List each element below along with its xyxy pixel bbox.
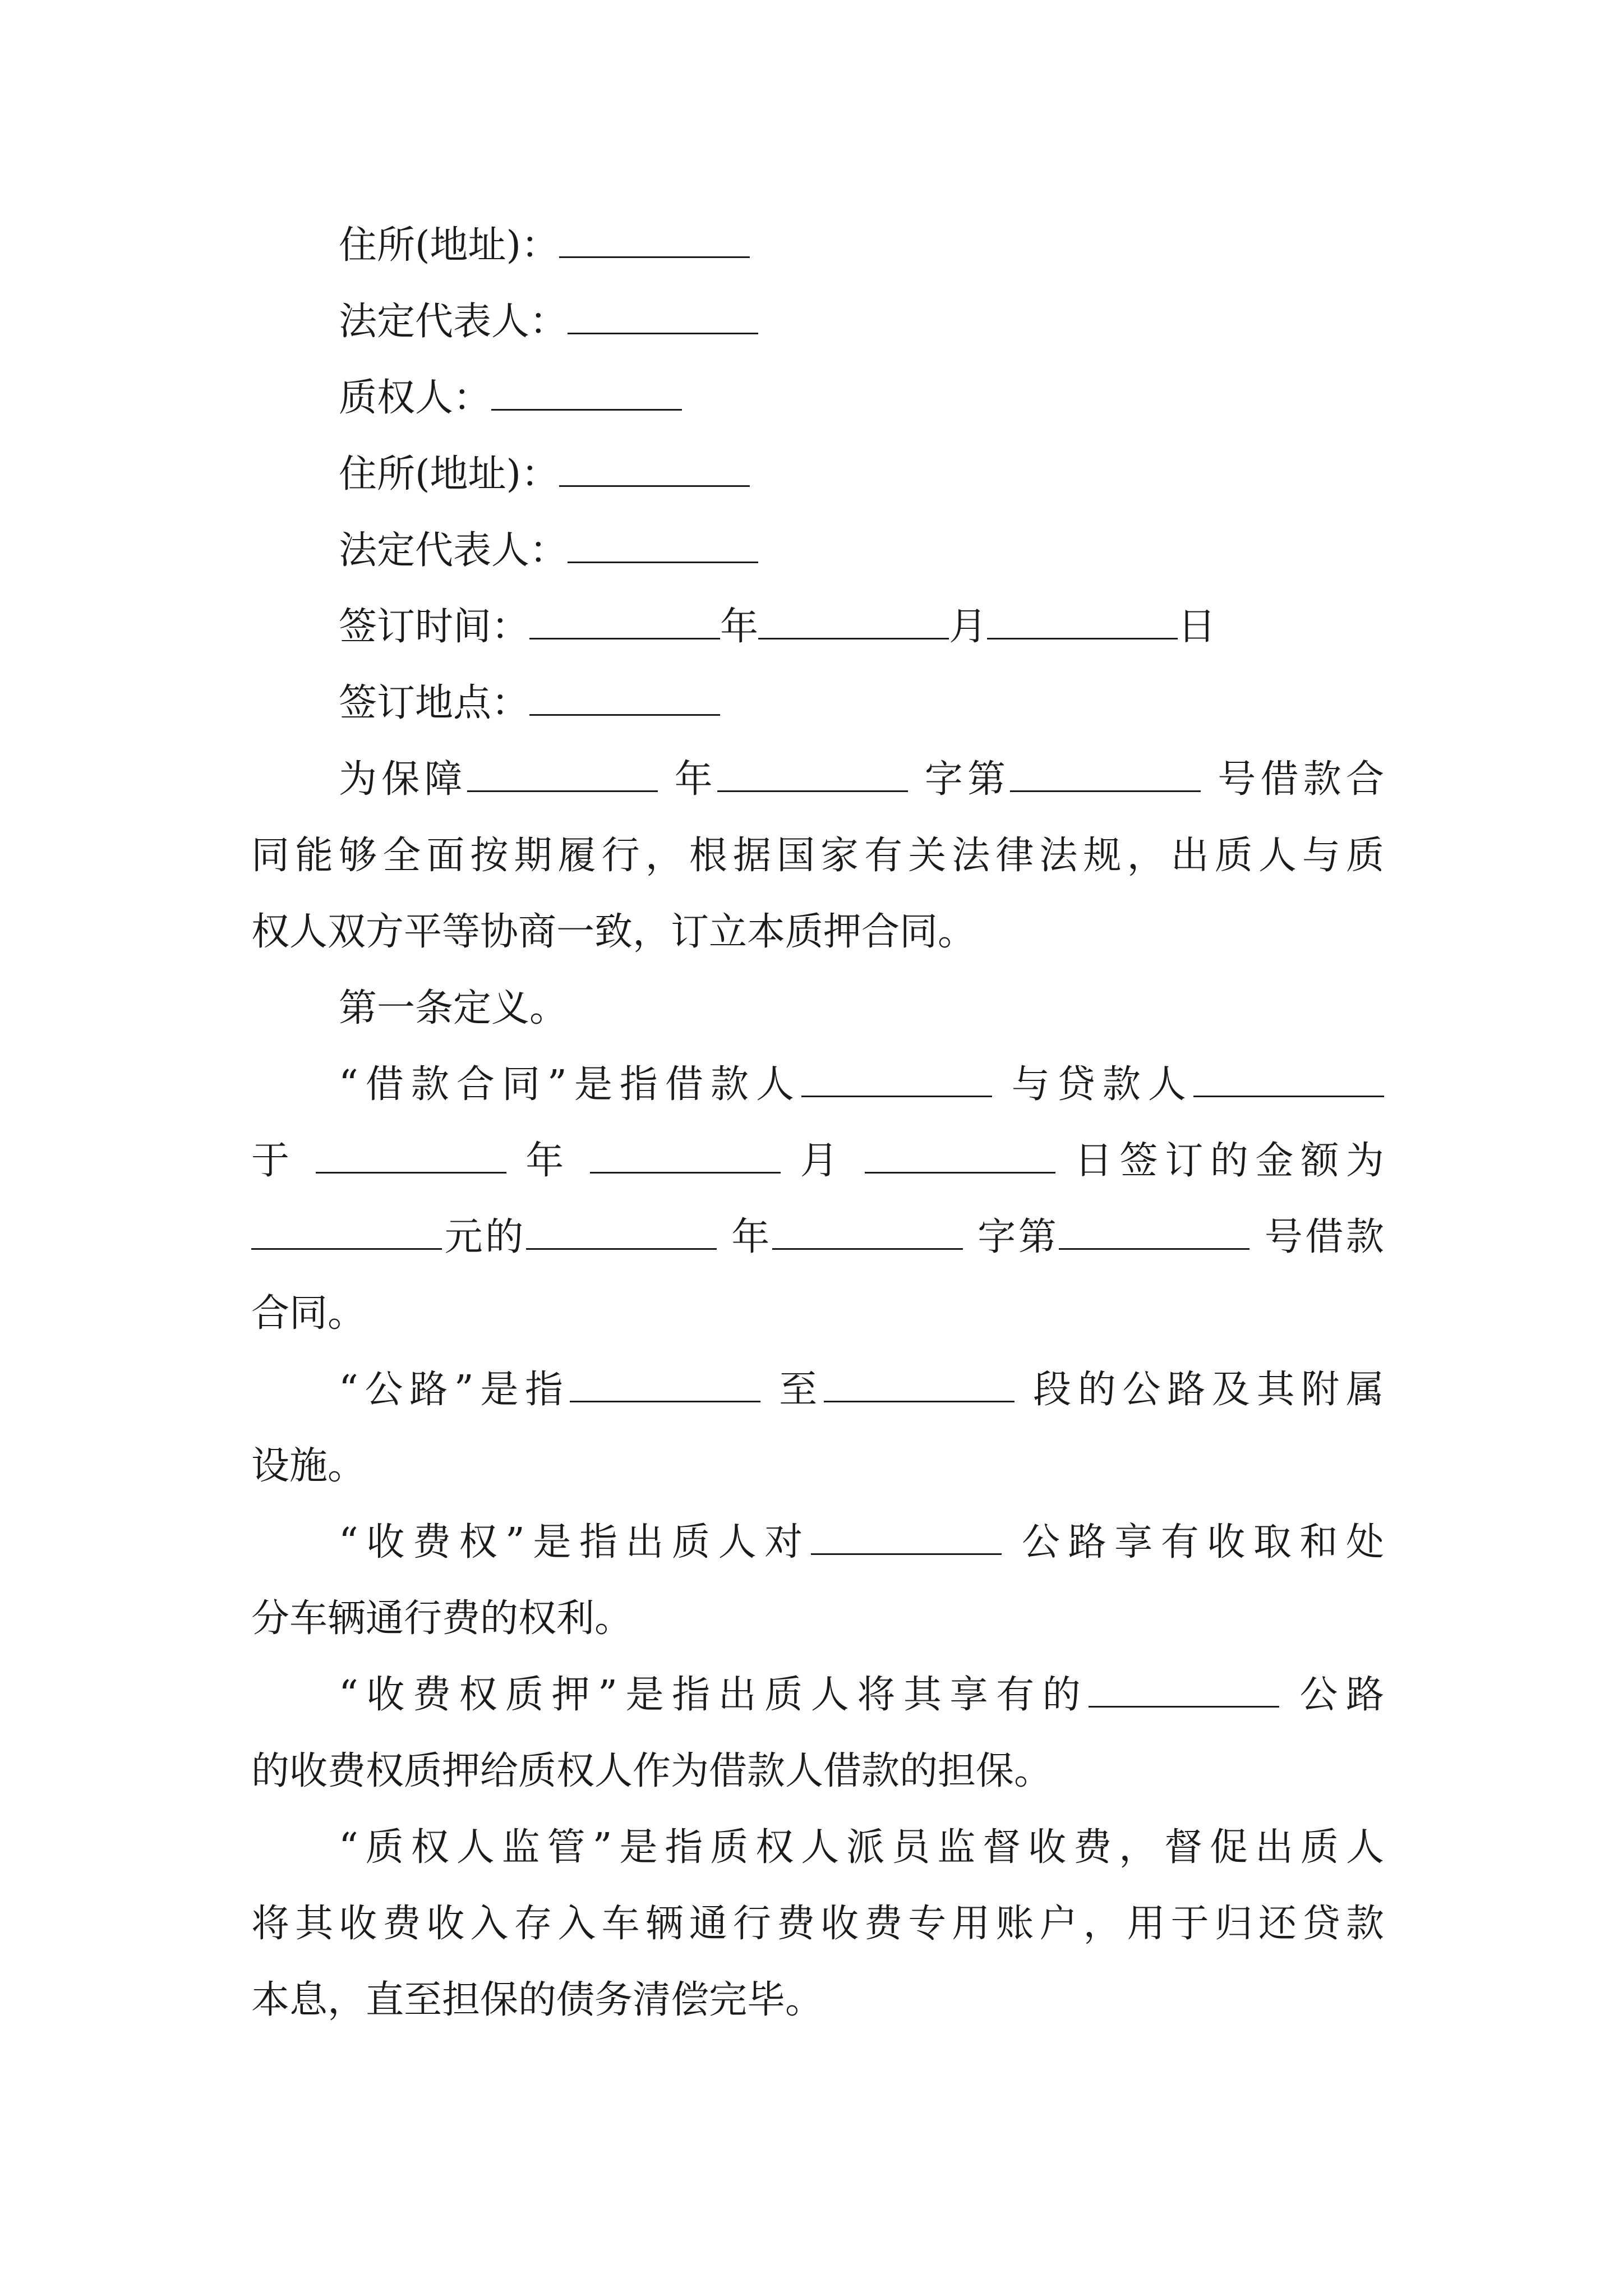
def-loan-line-4: 合同。	[251, 1291, 366, 1336]
blank-line	[717, 758, 908, 792]
blank-line	[1010, 758, 1201, 792]
text-segment: 字第	[978, 1215, 1059, 1259]
blank-line	[772, 1216, 963, 1250]
pledgee-field	[251, 360, 1384, 436]
text-segment: 日签订的金额为	[1074, 1139, 1384, 1183]
day-char: 日	[1178, 605, 1216, 649]
blank-line	[811, 1521, 1002, 1555]
text-segment: 公路享有收取和处	[1022, 1520, 1384, 1565]
blank-line	[987, 605, 1178, 639]
def-loan-line-2	[251, 1123, 1384, 1199]
pledgee-address-field	[251, 436, 1384, 513]
blank-line	[824, 1368, 1015, 1402]
blank-line	[801, 1063, 992, 1097]
signing-time-field	[251, 589, 1384, 665]
field-label: 住所(地址)：	[339, 223, 560, 268]
field-label: 住所(地址)：	[339, 452, 560, 496]
field-label: 法定代表人：	[339, 528, 568, 573]
blank-line	[559, 453, 750, 487]
text-segment: 段的公路及其附属	[1033, 1368, 1384, 1412]
blank-line	[526, 1216, 717, 1250]
blank-line	[467, 758, 658, 792]
text-segment: 至	[779, 1368, 824, 1412]
contract-body	[251, 208, 1384, 2039]
blank-line	[568, 300, 758, 334]
def-supervision-line-1: “质权人监管”是指质权人派员监督收费，督促出质人	[339, 1825, 1384, 1870]
pledgee-legal-rep-field	[251, 513, 1384, 589]
text-segment: 年	[525, 1139, 571, 1183]
def-toll-line-2: 分车辆通行费的权利。	[251, 1596, 633, 1641]
blank-line	[1193, 1063, 1384, 1097]
def-supervision-line-2: 将其收费收入存入车辆通行费收费专用账户，用于归还贷款	[251, 1902, 1384, 1946]
signing-place-field	[251, 665, 1384, 742]
blank-line	[865, 1139, 1055, 1174]
blank-line	[251, 1216, 442, 1250]
field-label: 质权人：	[339, 376, 492, 420]
month-char: 月	[949, 605, 988, 649]
pledgor-address-field	[251, 208, 1384, 284]
text-segment: 月	[800, 1139, 846, 1183]
def-pledge-line-1	[251, 1657, 1384, 1733]
blank-line	[491, 376, 682, 411]
def-supervision-line-3: 本息，直至担保的债务清偿完毕。	[251, 1978, 824, 2022]
def-toll-line-1	[251, 1504, 1384, 1581]
blank-line	[559, 224, 750, 258]
text-segment: 元的	[442, 1215, 526, 1259]
blank-line	[758, 605, 949, 639]
text-segment: 号借款	[1264, 1215, 1384, 1259]
text-segment: “公路”是指	[339, 1368, 570, 1412]
text-segment: “借款合同”是指借款人	[339, 1062, 802, 1107]
def-loan-line-3	[251, 1199, 1384, 1276]
pledgor-legal-rep-field	[251, 284, 1384, 360]
text-segment: 年	[731, 1215, 772, 1259]
def-pledge-line-2: 的收费权质押给质权人作为借款人借款的担保。	[251, 1749, 1053, 1793]
text-segment: 为保障	[339, 757, 467, 802]
year-char: 年	[720, 605, 759, 649]
blank-line	[529, 682, 720, 716]
text-segment: 年	[674, 757, 717, 802]
article-1-title: 第一条定义。	[339, 986, 568, 1030]
text-segment: 与贷款人	[1011, 1062, 1193, 1107]
blank-line	[529, 605, 720, 639]
field-label: 法定代表人：	[339, 300, 568, 344]
blank-line	[570, 1368, 760, 1402]
field-label: 签订时间：	[339, 605, 530, 649]
text-segment: 号借款合	[1218, 757, 1384, 802]
preamble-line-2: 同能够全面按期履行，根据国家有关法律法规，出质人与质	[251, 834, 1384, 878]
field-label: 签订地点：	[339, 681, 530, 725]
text-segment: “收费权”是指出质人对	[339, 1520, 811, 1565]
blank-line	[1059, 1216, 1249, 1250]
text-segment: “收费权质押”是指出质人将其享有的	[339, 1673, 1089, 1717]
def-road-line-2: 设施。	[251, 1444, 366, 1488]
def-road-line-1	[251, 1352, 1384, 1428]
def-loan-line-1	[251, 1047, 1384, 1123]
blank-line	[568, 529, 758, 563]
blank-line	[590, 1139, 781, 1174]
preamble-line-1	[251, 742, 1384, 818]
text-segment: 公路	[1299, 1673, 1384, 1717]
text-segment: 字第	[924, 757, 1011, 802]
blank-line	[1089, 1673, 1279, 1708]
text-segment: 于	[251, 1139, 297, 1183]
preamble-line-3: 权人双方平等协商一致，订立本质押合同。	[251, 910, 976, 954]
blank-line	[316, 1139, 506, 1174]
